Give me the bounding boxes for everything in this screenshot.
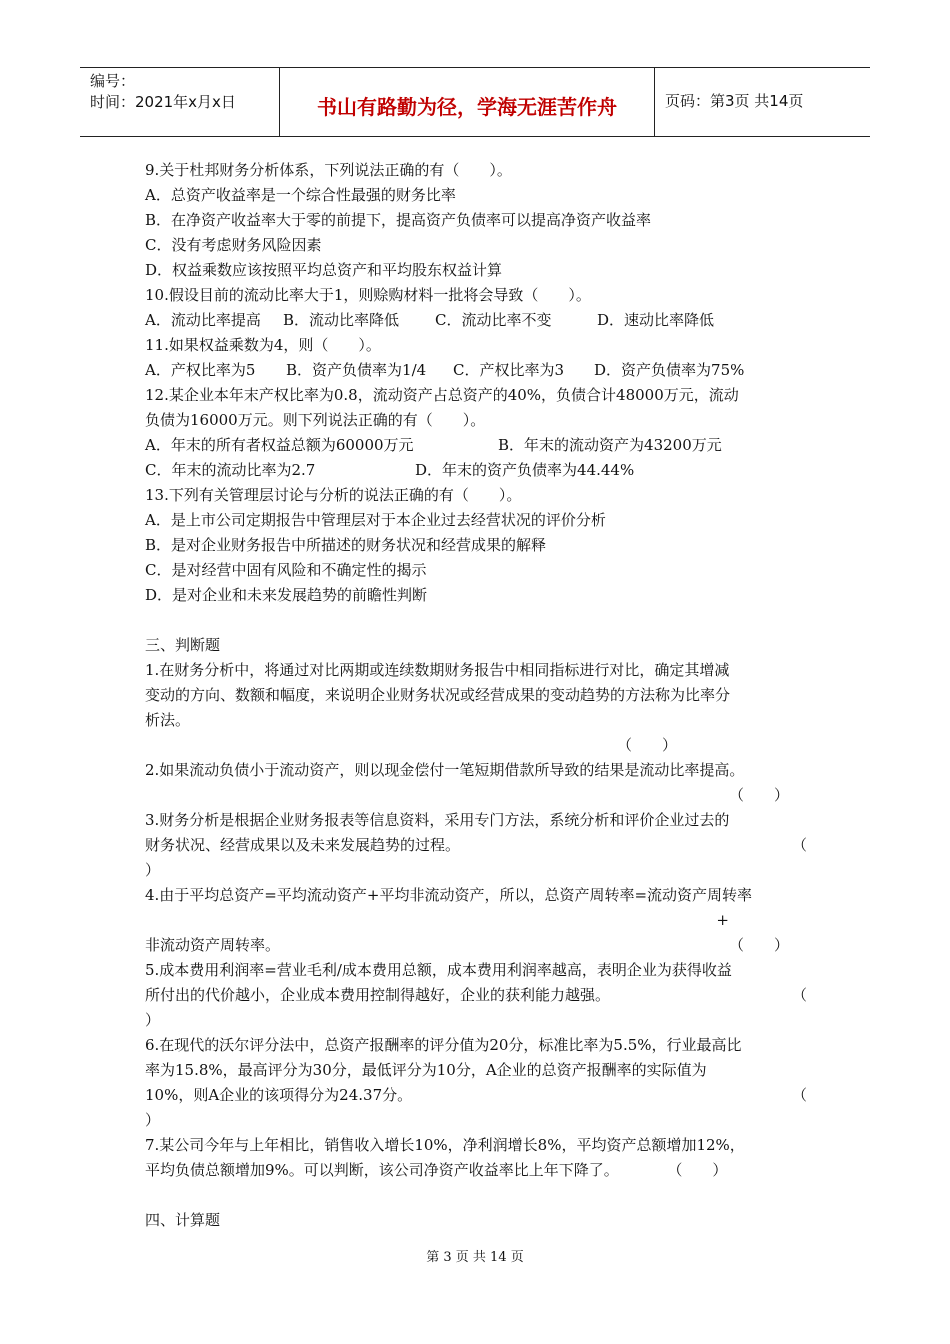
judgment-line: 1.在财务分析中，将通过对比两期或连续数期财务报告中相同指标进行对比，确定其增减	[145, 661, 730, 679]
judgment-line: 5.成本费用利润率=营业毛利/成本费用总额，成本费用利润率越高，表明企业为获得收益	[145, 961, 732, 979]
answer-paren: （	[791, 986, 807, 1004]
answer-paren: （ ）	[728, 936, 789, 954]
option: A．是上市公司定期报告中管理层对于本企业过去经营状况的评价分析	[145, 511, 606, 529]
judgment-line: 4.由于平均总资产=平均流动资产+平均非流动资产，所以，总资产周转率=流动资产周转率	[145, 886, 753, 904]
judgment-line: 率为15.8%，最高评分为30分，最低评分为10分，A企业的总资产报酬率的实际值为	[145, 1061, 707, 1079]
option: B．是对企业财务报告中所描述的财务状况和经营成果的解释	[145, 536, 547, 554]
judgment-line: 3.财务分析是根据企业财务报表等信息资料，采用专门方法，系统分析和评价企业过去的	[145, 811, 730, 829]
judgment-line: 7.某公司今年与上年相比，销售收入增长10%，净利润增长8%，平均资产总额增加12%，	[145, 1136, 745, 1154]
option: B．流动比率降低	[283, 311, 400, 329]
judgment-line: 6.在现代的沃尔评分法中，总资产报酬率的评分值为20分，标准比率为5.5%，行业最高比	[145, 1036, 742, 1054]
page-header	[80, 67, 870, 137]
option: A．流动比率提高	[145, 311, 261, 329]
option: C．没有考虑财务风险因素	[145, 236, 322, 254]
time-label: 时间：2021年x月x日	[90, 93, 236, 111]
answer-paren: ）	[145, 1111, 161, 1129]
option: A．总资产收益率是一个综合性最强的财务比率	[145, 186, 456, 204]
section-title: 三、判断题	[145, 636, 221, 654]
option: D．权益乘数应该按照平均总资产和平均股东权益计算	[145, 261, 503, 279]
question-stem: 10.假设目前的流动比率大于1，则赊购材料一批将会导致（ ）。	[145, 286, 591, 304]
question-stem: 负债为16000万元。则下列说法正确的有（ ）。	[145, 411, 486, 429]
option-line	[145, 433, 807, 458]
option: D．是对企业和未来发展趋势的前瞻性判断	[145, 586, 428, 604]
option-line	[145, 358, 807, 383]
judgment-line: 所付出的代价越小，企业成本费用控制得越好，企业的获利能力越强。 （	[145, 983, 807, 1008]
judgment-line: 变动的方向、数额和幅度，来说明企业财务状况或经营成果的变动趋势的方法称为比率分	[145, 686, 731, 704]
judgment-line: 2.如果流动负债小于流动资产，则以现金偿付一笔短期借款所导致的结果是流动比率提高。	[145, 761, 745, 779]
judgment-line: 非流动资产周转率。 （ ）	[145, 933, 807, 958]
answer-paren: （	[791, 1086, 807, 1104]
option: B．在净资产收益率大于零的前提下，提高资产负债率可以提高净资产收益率	[145, 211, 652, 229]
judgment-plus: +	[716, 911, 729, 929]
option: D．资产负债率为75%	[594, 361, 745, 379]
option: A．产权比率为5	[145, 361, 256, 379]
option: D．速动比率降低	[597, 311, 715, 329]
option-line	[145, 458, 807, 483]
number-label: 编号：	[90, 72, 136, 90]
judgment-line: 10%，则A企业的该项得分为24.37分。 （	[145, 1083, 807, 1108]
option: C．流动比率不变	[435, 311, 552, 329]
question-stem: 11.如果权益乘数为4，则（ ）。	[145, 336, 381, 354]
document-body	[145, 158, 807, 1233]
judgment-line: 平均负债总额增加9%。可以判断，该公司净资产收益率比上年下降了。 （ ）	[145, 1161, 728, 1179]
judgment-line: 财务状况、经营成果以及未来发展趋势的过程。 （	[145, 833, 807, 858]
answer-paren: ）	[145, 861, 161, 879]
question-stem: 12.某企业本年末产权比率为0.8，流动资产占总资产的40%，负债合计48000万元，流动	[145, 386, 739, 404]
header-page-info: 页码：第3页 共14页	[665, 91, 804, 110]
option: A．年末的所有者权益总额为60000万元	[145, 436, 414, 454]
answer-paren: （ ）	[674, 1161, 728, 1179]
answer-paren: （ ）	[728, 786, 789, 804]
option: B．年末的流动资产为43200万元	[498, 436, 722, 454]
option: C．产权比率为3	[453, 361, 565, 379]
question-stem: 13.下列有关管理层讨论与分析的说法正确的有（ ）。	[145, 486, 522, 504]
page-footer: 第 3 页 共 14 页	[426, 1250, 524, 1265]
option: D．年末的资产负债率为44.44%	[415, 461, 635, 479]
option: B．资产负债率为1/4	[286, 361, 427, 379]
answer-paren: ）	[145, 1011, 161, 1029]
option: C．是对经营中固有风险和不确定性的揭示	[145, 561, 427, 579]
header-meta	[80, 68, 280, 136]
question-stem: 9.关于杜邦财务分析体系，下列说法正确的有（ ）。	[145, 161, 512, 179]
header-motto: 书山有路勤为径，学海无涯苦作舟	[280, 68, 655, 136]
section-title: 四、计算题	[145, 1211, 221, 1229]
option: C．年末的流动比率为2.7	[145, 461, 316, 479]
answer-paren: （ ）	[616, 736, 677, 754]
judgment-line: 析法。	[145, 711, 191, 729]
option-line	[145, 308, 807, 333]
answer-paren: （	[791, 836, 807, 854]
